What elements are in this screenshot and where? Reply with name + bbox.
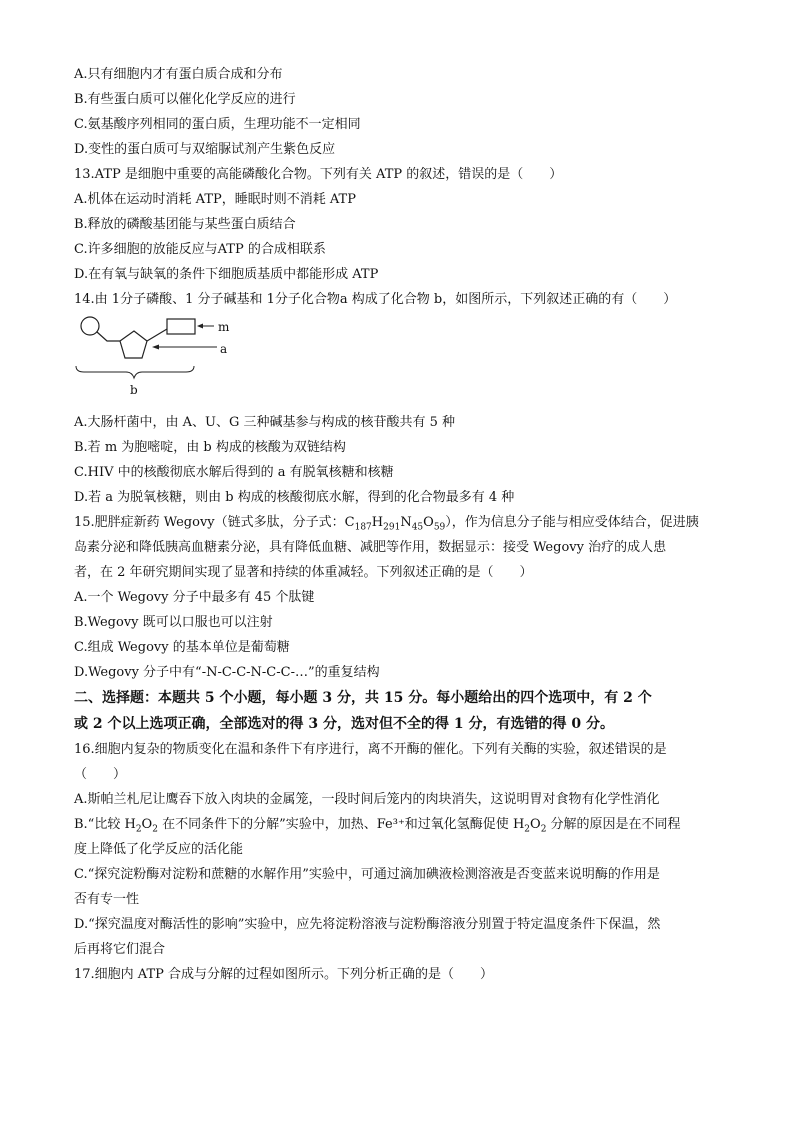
q16-option-d-line2: 后再将它们混合 — [74, 942, 166, 957]
pentose-sugar — [120, 331, 147, 358]
q12-option-d: D.变性的蛋白质可与双缩脲试剂产生紫色反应 — [74, 142, 336, 157]
q13-option-b: B.释放的磷酸基团能与某些蛋白质结合 — [74, 217, 296, 232]
q16-option-d-line1: D.“探究温度对酶活性的影响”实验中，应先将淀粉溶液与淀粉酶溶液分别置于特定温度条件下保温，然 — [74, 917, 661, 932]
exam-page — [74, 62, 724, 987]
q16-stem-line1: 16.细胞内复杂的物质变化在温和条件下有序进行，离不开酶的催化。下列有关酶的实验，叙述错误的是 — [74, 742, 667, 757]
q13-option-a: A.机体在运动时消耗 ATP，睡眠时则不消耗 ATP — [74, 192, 356, 207]
q16-b-sub-3: 2 — [524, 824, 531, 835]
arrow-m-head — [197, 324, 203, 329]
base-rectangle — [167, 319, 195, 334]
q16-b-text-3: 在不同条件下的分解”实验中，加热、Fe³⁺和过氧化氢酶促使 H — [157, 817, 525, 832]
q14-stem: 14.由 1分子磷酸、1 分子碱基和 1分子化合物a 构成了化合物 b，如图所示，下列叙述正确的有（ ） — [74, 292, 677, 307]
formula-n-count: 45 — [411, 522, 424, 533]
q15-stem-line1 — [74, 510, 724, 535]
q12-option-b: B.有些蛋白质可以催化化学反应的进行 — [74, 92, 296, 107]
sugar-base-bond — [147, 329, 167, 341]
q16-b-sub-4: 2 — [540, 824, 547, 835]
q17-stem: 17.细胞内 ATP 合成与分解的过程如图所示。下列分析正确的是（ ） — [74, 967, 494, 982]
q16-b-text-2: O — [141, 817, 153, 832]
arrow-a-head — [152, 345, 159, 350]
formula-h: H — [371, 515, 384, 530]
q15-stem-text-2: ），作为信息分子能与相应受体结合，促进胰 — [445, 515, 699, 530]
q15-option-c: C.组成 Wegovy 的基本单位是葡萄糖 — [74, 640, 290, 655]
label-m: m — [218, 320, 230, 334]
q15-stem-text-1: 15.肥胖症新药 Wegovy（链式多肽，分子式：C — [74, 515, 355, 530]
q16-option-c-line1: C.“探究淀粉酶对淀粉和蔗糖的水解作用”实验中，可通过滴加碘液检测溶液是否变蓝来说明酶的作用是 — [74, 867, 660, 882]
phosphate-circle — [81, 317, 99, 335]
label-a: a — [220, 342, 228, 356]
section2-heading-line1: 二、选择题：本题共 5 个小题，每小题 3 分，共 15 分。每小题给出的四个选项中，有 2 个 — [74, 690, 652, 706]
label-b: b — [130, 383, 138, 397]
brace-b — [76, 366, 194, 378]
q14-option-a: A.大肠杆菌中，由 A、U、G 三种碱基参与构成的核苷酸共有 5 种 — [74, 415, 456, 430]
q16-b-text-4: O — [530, 817, 541, 832]
section2-heading-line2: 或 2 个以上选项正确，全部选对的得 3 分，选对但不全的得 1 分，有选错的得 0 分。 — [74, 716, 614, 732]
q16-stem-line2: （ ） — [74, 767, 127, 782]
q15-option-b: B.Wegovy 既可以口服也可以注射 — [74, 615, 273, 630]
q15-option-d: D.Wegovy 分子中有“-N-C-C-N-C-C-…”的重复结构 — [74, 665, 380, 680]
q14-option-d: D.若 a 为脱氧核糖，则由 b 构成的核酸彻底水解，得到的化合物最多有 4 种 — [74, 490, 515, 505]
q15-stem-line3: 者，在 2 年研究期间实现了显著和持续的体重减轻。下列叙述正确的是（ ） — [74, 565, 533, 580]
q15-stem-line2: 岛素分泌和降低胰高血糖素分泌，具有降低血糖、减肥等作用，数据显示：接受 Wegovy 治疗的成人患 — [74, 540, 667, 555]
q16-option-c-line2: 否有专一性 — [74, 892, 140, 907]
q13-stem: 13.ATP 是细胞中重要的高能磷酸化合物。下列有关 ATP 的叙述，错误的是（ ） — [74, 167, 563, 182]
nucleotide-diagram — [74, 314, 244, 406]
formula-c-count: 187 — [354, 522, 372, 533]
q12-option-c: C.氨基酸序列相同的蛋白质，生理功能不一定相同 — [74, 117, 361, 132]
q16-b-sub-2: 2 — [152, 824, 158, 835]
q15-option-a: A.一个 Wegovy 分子中最多有 45 个肽键 — [74, 590, 315, 605]
q16-b-sub-1: 2 — [135, 824, 142, 835]
q16-option-b-line1 — [74, 812, 724, 837]
q16-b-text-5: 分解的原因是在不同程 — [546, 817, 681, 832]
formula-o-count: 59 — [433, 522, 446, 533]
q13-option-c: C.许多细胞的放能反应与ATP 的合成相联系 — [74, 242, 326, 257]
q16-option-a: A.斯帕兰札尼让鹰吞下放入肉块的金属笼，一段时间后笼内的肉块消失，这说明胃对食物有化学性消化 — [74, 792, 660, 807]
formula-n: N — [400, 515, 412, 530]
q14-option-b: B.若 m 为胞嘧啶，由 b 构成的核酸为双链结构 — [74, 440, 346, 455]
formula-o: O — [423, 515, 434, 530]
q14-option-c: C.HIV 中的核酸彻底水解后得到的 a 有脱氧核糖和核糖 — [74, 465, 394, 480]
phosphate-sugar-bond — [97, 332, 120, 341]
q16-option-b-line2: 度上降低了化学反应的活化能 — [74, 842, 244, 857]
formula-h-count: 291 — [383, 522, 401, 533]
q12-option-a: A.只有细胞内才有蛋白质合成和分布 — [74, 67, 283, 82]
q13-option-d: D.在有氧与缺氧的条件下细胞质基质中都能形成 ATP — [74, 267, 379, 282]
q16-b-text-1: B.“比较 H — [74, 817, 136, 832]
